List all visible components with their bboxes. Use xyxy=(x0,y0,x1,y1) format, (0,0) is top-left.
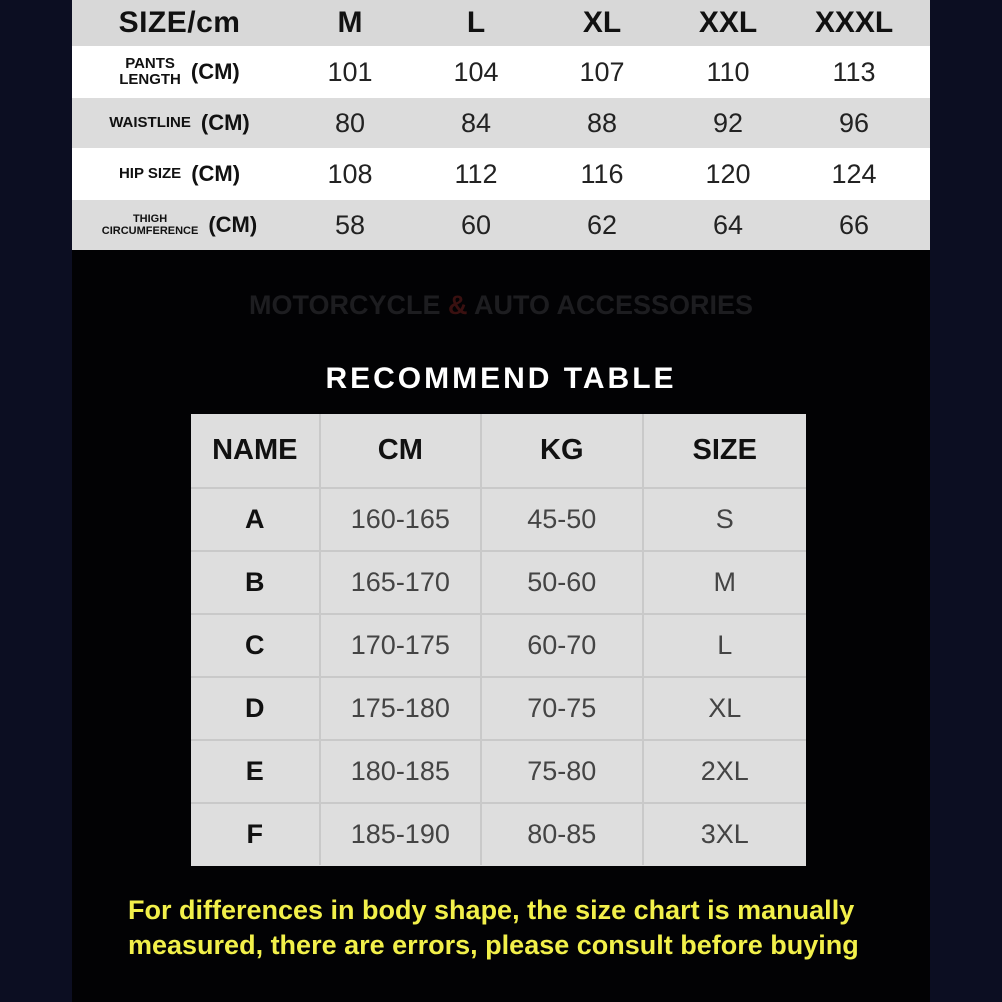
table-row xyxy=(191,552,806,615)
table-cell: M xyxy=(713,567,736,597)
size-header-l: L xyxy=(466,6,486,39)
table-cell: 92 xyxy=(712,107,744,138)
size-header-xxl: XXL xyxy=(698,6,758,39)
brand-left: MOTORCYCLE xyxy=(248,290,441,320)
header-size: SIZE xyxy=(692,434,757,466)
table-cell: D xyxy=(191,678,321,739)
table-cell: 120 xyxy=(705,158,751,189)
row-unit: (CM) xyxy=(208,212,258,237)
table-cell: 84 xyxy=(460,107,492,138)
table-cell: B xyxy=(191,552,321,613)
table-cell: 80-85 xyxy=(482,804,643,865)
table-cell: 80 xyxy=(334,107,366,138)
table-cell: 107 xyxy=(579,56,625,87)
table-cell: 45-50 xyxy=(482,489,643,550)
left-border xyxy=(0,0,72,1002)
table-cell: 112 xyxy=(454,158,498,189)
table-cell: 160-165 xyxy=(321,489,482,550)
row-unit: (CM) xyxy=(191,161,241,186)
size-header-xl: XL xyxy=(582,6,622,39)
table-cell: 60-70 xyxy=(482,615,643,676)
table-cell: 2XL xyxy=(700,756,749,786)
brand-watermark xyxy=(72,290,930,321)
row-label xyxy=(72,56,287,89)
table-row xyxy=(191,741,806,804)
disclaimer-note: For differences in body shape, the size chart is manually measured, there are errors, please consult before buying xyxy=(128,895,859,960)
size-header-label: SIZE/cm xyxy=(118,6,241,39)
table-cell: E xyxy=(191,741,321,802)
table-cell: 66 xyxy=(838,209,870,240)
row-label xyxy=(72,110,287,136)
table-cell: 165-170 xyxy=(321,552,482,613)
table-cell: 96 xyxy=(838,107,870,138)
table-cell: 110 xyxy=(706,56,750,87)
size-header-m: M xyxy=(337,6,363,39)
row-label-text: HIP SIZE xyxy=(118,164,182,182)
header-cm: CM xyxy=(321,414,482,487)
table-row xyxy=(191,678,806,741)
table-cell: 104 xyxy=(453,56,499,87)
table-cell: 70-75 xyxy=(482,678,643,739)
table-cell: 50-60 xyxy=(482,552,643,613)
table-row xyxy=(72,200,930,250)
table-cell: S xyxy=(715,504,734,534)
brand-right: AUTO ACCESSORIES xyxy=(473,290,754,320)
table-cell: F xyxy=(191,804,321,865)
table-cell: 116 xyxy=(580,158,624,189)
header-name: NAME xyxy=(191,414,321,487)
table-cell: 3XL xyxy=(700,819,749,849)
size-table xyxy=(72,0,930,250)
table-cell: 180-185 xyxy=(321,741,482,802)
header-kg: KG xyxy=(482,414,643,487)
row-label-text: WAISTLINE xyxy=(109,113,191,131)
table-row xyxy=(72,148,930,200)
table-cell: 75-80 xyxy=(482,741,643,802)
table-row xyxy=(191,804,806,865)
recommend-header-row xyxy=(191,414,806,489)
table-cell: 113 xyxy=(832,56,876,87)
recommend-table xyxy=(191,414,806,866)
table-row xyxy=(72,98,930,148)
table-cell: L xyxy=(717,630,733,660)
size-header-xxxl: XXXL xyxy=(814,6,894,39)
table-cell: XL xyxy=(708,693,742,723)
row-unit: (CM) xyxy=(190,59,240,84)
table-cell: 60 xyxy=(460,209,492,240)
row-label-text: PANTS LENGTH xyxy=(119,54,181,88)
table-cell: 64 xyxy=(712,209,744,240)
table-cell: 58 xyxy=(334,209,366,240)
row-label xyxy=(72,212,287,238)
size-table-header xyxy=(72,0,930,46)
table-cell: 108 xyxy=(327,158,373,189)
table-row xyxy=(191,615,806,678)
table-cell: 170-175 xyxy=(321,615,482,676)
recommend-title: RECOMMEND TABLE xyxy=(325,362,677,395)
table-cell: 185-190 xyxy=(321,804,482,865)
brand-amp: & xyxy=(447,290,468,320)
table-cell: A xyxy=(191,489,321,550)
row-label-text: THIGH CIRCUMFERENCE xyxy=(101,212,199,237)
table-row xyxy=(191,489,806,552)
table-row xyxy=(72,46,930,98)
table-cell: 124 xyxy=(831,158,877,189)
table-cell: 62 xyxy=(586,209,618,240)
row-label xyxy=(72,161,287,187)
right-border xyxy=(930,0,1002,1002)
table-cell: C xyxy=(191,615,321,676)
table-cell: 101 xyxy=(327,56,373,87)
table-cell: 88 xyxy=(586,107,618,138)
row-unit: (CM) xyxy=(200,110,250,135)
table-cell: 175-180 xyxy=(321,678,482,739)
